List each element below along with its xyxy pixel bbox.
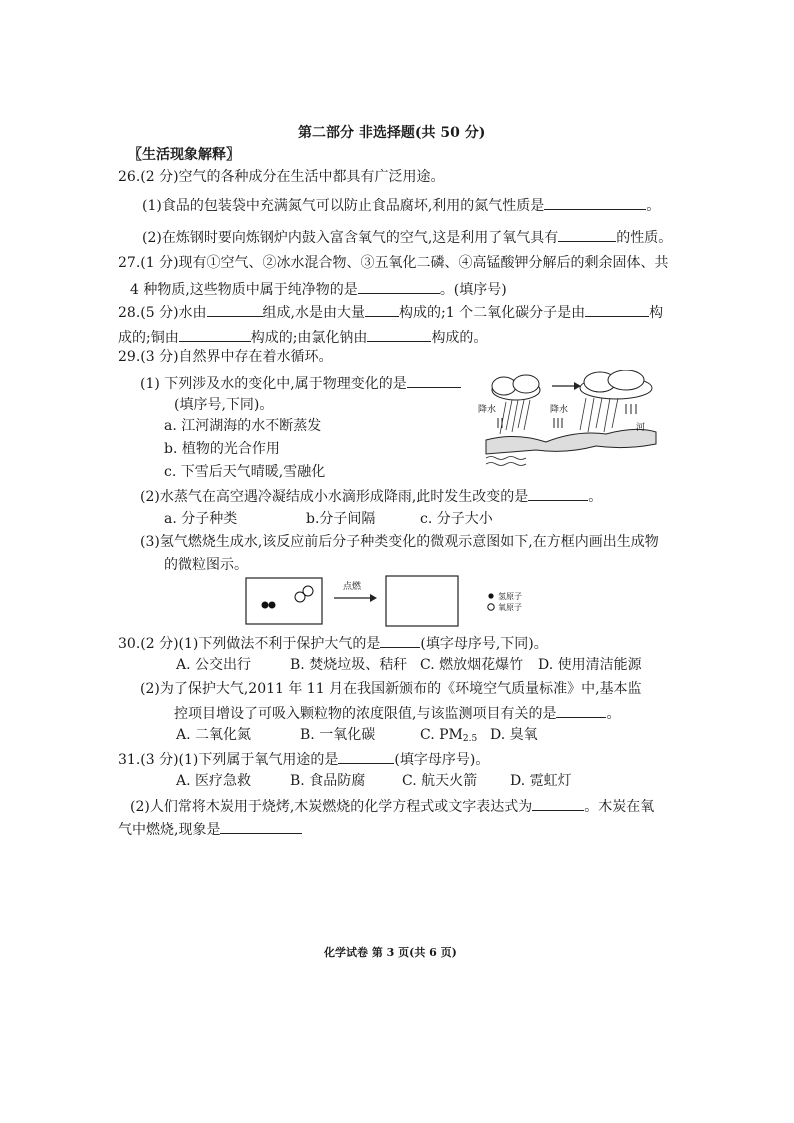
q26-part1 [142, 195, 660, 215]
answer-blank[interactable] [380, 633, 420, 648]
answer-blank[interactable] [556, 703, 606, 718]
q29-part1-note: (填序号,下同)。 [174, 397, 274, 413]
part-title: 第二部分 非选择题(共 50 分) [298, 125, 486, 141]
q30-part2-text: 控项目增设了可吸入颗粒物的浓度限值,与该监测项目有关的是 [174, 706, 557, 722]
q31-option-a: A. 医疗急救 [176, 773, 252, 789]
q30-part2-end: 。 [606, 706, 621, 722]
oxygen-atom [303, 586, 313, 596]
q30-option-d: D. 使用清洁能源 [538, 657, 642, 673]
q28-text: 成的;铜由 [118, 330, 179, 346]
q29-p2-option-c: c. 分子大小 [420, 511, 493, 527]
q28-line1 [118, 302, 663, 322]
cycle-label: 降水 [550, 405, 569, 415]
q28-text: 构成的;1 个二氧化碳分子是由 [399, 305, 586, 321]
answer-blank[interactable] [558, 227, 616, 242]
q26-part2-text: (2)在炼钢时要向炼钢炉内鼓入富含氧气的空气,这是利用了氧气具有 [142, 230, 559, 246]
q27-line2-end: 。(填序号) [439, 282, 507, 298]
q29-option-b: b. 植物的光合作用 [164, 441, 280, 457]
q28-text: 构成的;由氯化钠由 [250, 330, 368, 346]
page-footer: 化学试卷 第 3 页(共 6 页) [324, 946, 457, 959]
reaction-diagram [244, 574, 574, 630]
q30-part2-line1: (2)为了保护大气,2011 年 11 月在我国新颁布的《环境空气质量标准》中,基本监 [140, 681, 642, 697]
answer-blank[interactable] [367, 327, 431, 342]
q30-part1 [118, 633, 548, 653]
q29-p2-option-a: a. 分子种类 [164, 511, 238, 527]
q30-part2-line2 [174, 703, 620, 723]
answer-blank[interactable] [544, 195, 646, 210]
q28-text: 28.(5 分)水由 [118, 305, 207, 321]
answer-blank[interactable] [407, 373, 461, 388]
q30-option-b: B. 焚烧垃圾、秸秆 [290, 657, 408, 673]
q29-part1-text: (1) 下列涉及水的变化中,属于物理变化的是 [140, 376, 407, 392]
legend-oxygen-icon [488, 604, 494, 610]
arrow-label: 点燃 [343, 582, 362, 592]
q30-p2-option-c [420, 726, 477, 748]
q28-text: 构成的。 [431, 330, 488, 346]
q31-part2-line2-text: 气中燃烧,现象是 [118, 822, 221, 838]
cloud-left [492, 375, 540, 400]
hydrogen-atom [262, 602, 269, 609]
water-cycle-figure [476, 370, 658, 470]
q29-part2-text: (2)水蒸气在高空遇冷凝结成小水滴形成降雨,此时发生改变的是 [140, 489, 529, 505]
q26-stem: 26.(2 分)空气的各种成分在生活中都具有广泛用途。 [118, 169, 445, 185]
q30-option-a: A. 公交出行 [176, 657, 252, 673]
q28-text: 组成,水是由大量 [262, 305, 365, 321]
answer-blank[interactable] [365, 302, 399, 317]
section-header: 〖生活现象解释〗 [128, 147, 240, 163]
legend-hydrogen-label: 氢原子 [498, 592, 522, 601]
hydrogen-atom [269, 602, 276, 609]
q30-part1-text: 30.(2 分)(1)下列做法不利于保护大气的是 [118, 636, 381, 652]
q29-part2-end: 。 [588, 489, 603, 505]
q26-part2 [142, 227, 672, 247]
answer-blank[interactable] [179, 327, 251, 342]
answer-blank[interactable] [220, 819, 302, 834]
q29-part3-line1: (3)氢气燃烧生成水,该反应前后分子种类变化的微观示意图如下,在方框内画出生成物 [140, 534, 659, 550]
sea [486, 457, 526, 466]
q31-part1-text: 31.(3 分)(1)下列属于氧气用途的是 [118, 752, 339, 768]
pm-subscript: 2.5 [462, 734, 478, 744]
q27-line1: 27.(1 分)现有①空气、②冰水混合物、③五氧化二磷、④高锰酸钾分解后的剩余固体、共 [118, 255, 669, 271]
q31-part2-line2 [118, 819, 302, 839]
q31-option-b: B. 食品防腐 [290, 773, 366, 789]
answer-blank[interactable] [338, 749, 394, 764]
q27-line2 [130, 279, 507, 299]
land [486, 429, 656, 454]
q31-part1-note: (填字母序号)。 [394, 752, 490, 768]
answer-blank[interactable] [585, 302, 649, 317]
q30-option-c: C. 燃放烟花爆竹 [420, 657, 524, 673]
q30-p2-option-d: D. 臭氧 [490, 727, 538, 743]
q31-part2-line1 [130, 796, 654, 816]
q26-part1-text: (1)食品的包装袋中充满氮气可以防止食品腐坏,利用的氮气性质是 [142, 198, 545, 214]
q28-text: 构 [649, 305, 664, 321]
cycle-label: 降水 [478, 405, 497, 415]
q29-p2-option-b: b.分子间隔 [306, 511, 376, 527]
q29-option-a: a. 江河湖海的水不断蒸发 [164, 418, 322, 434]
answer-blank[interactable] [528, 486, 588, 501]
reactant-box [246, 578, 322, 624]
q29-stem: 29.(3 分)自然界中存在着水循环。 [118, 349, 333, 365]
q31-option-d: D. 霓虹灯 [510, 773, 572, 789]
q29-option-c: c. 下雪后天气晴暖,雪融化 [164, 464, 326, 480]
rain-right [580, 398, 618, 432]
legend-oxygen-label: 氧原子 [498, 603, 522, 612]
pm-text: C. PM [420, 727, 463, 743]
answer-blank[interactable] [532, 796, 584, 811]
q27-line2-text: 4 种物质,这些物质中属于纯净物的是 [130, 282, 358, 298]
q30-p2-option-a: A. 二氧化氮 [176, 727, 252, 743]
q28-line2 [118, 327, 487, 347]
legend-hydrogen-icon [488, 593, 493, 598]
q29-part3-line2: 的微粒图示。 [164, 557, 248, 573]
q29-part2 [140, 486, 602, 506]
rain-left [500, 400, 530, 434]
answer-blank[interactable] [358, 279, 440, 294]
reaction-arrow-head [370, 594, 377, 602]
cloud-right [580, 370, 652, 399]
q31-part2-end: 。木炭在氧 [584, 799, 655, 815]
cycle-label: 河 [636, 423, 646, 433]
q26-part1-end: 。 [646, 198, 661, 214]
q31-part1 [118, 749, 489, 769]
q31-part2-text: (2)人们常将木炭用于烧烤,木炭燃烧的化学方程式或文字表达式为 [130, 799, 533, 815]
q30-p2-option-b: B. 一氧化碳 [300, 727, 376, 743]
q26-part2-end: 的性质。 [616, 230, 673, 246]
q30-part1-note: (填字母序号,下同)。 [420, 636, 548, 652]
product-box[interactable] [386, 576, 458, 626]
q31-option-c: C. 航天火箭 [402, 773, 478, 789]
answer-blank[interactable] [207, 302, 263, 317]
q29-part1 [140, 373, 461, 393]
